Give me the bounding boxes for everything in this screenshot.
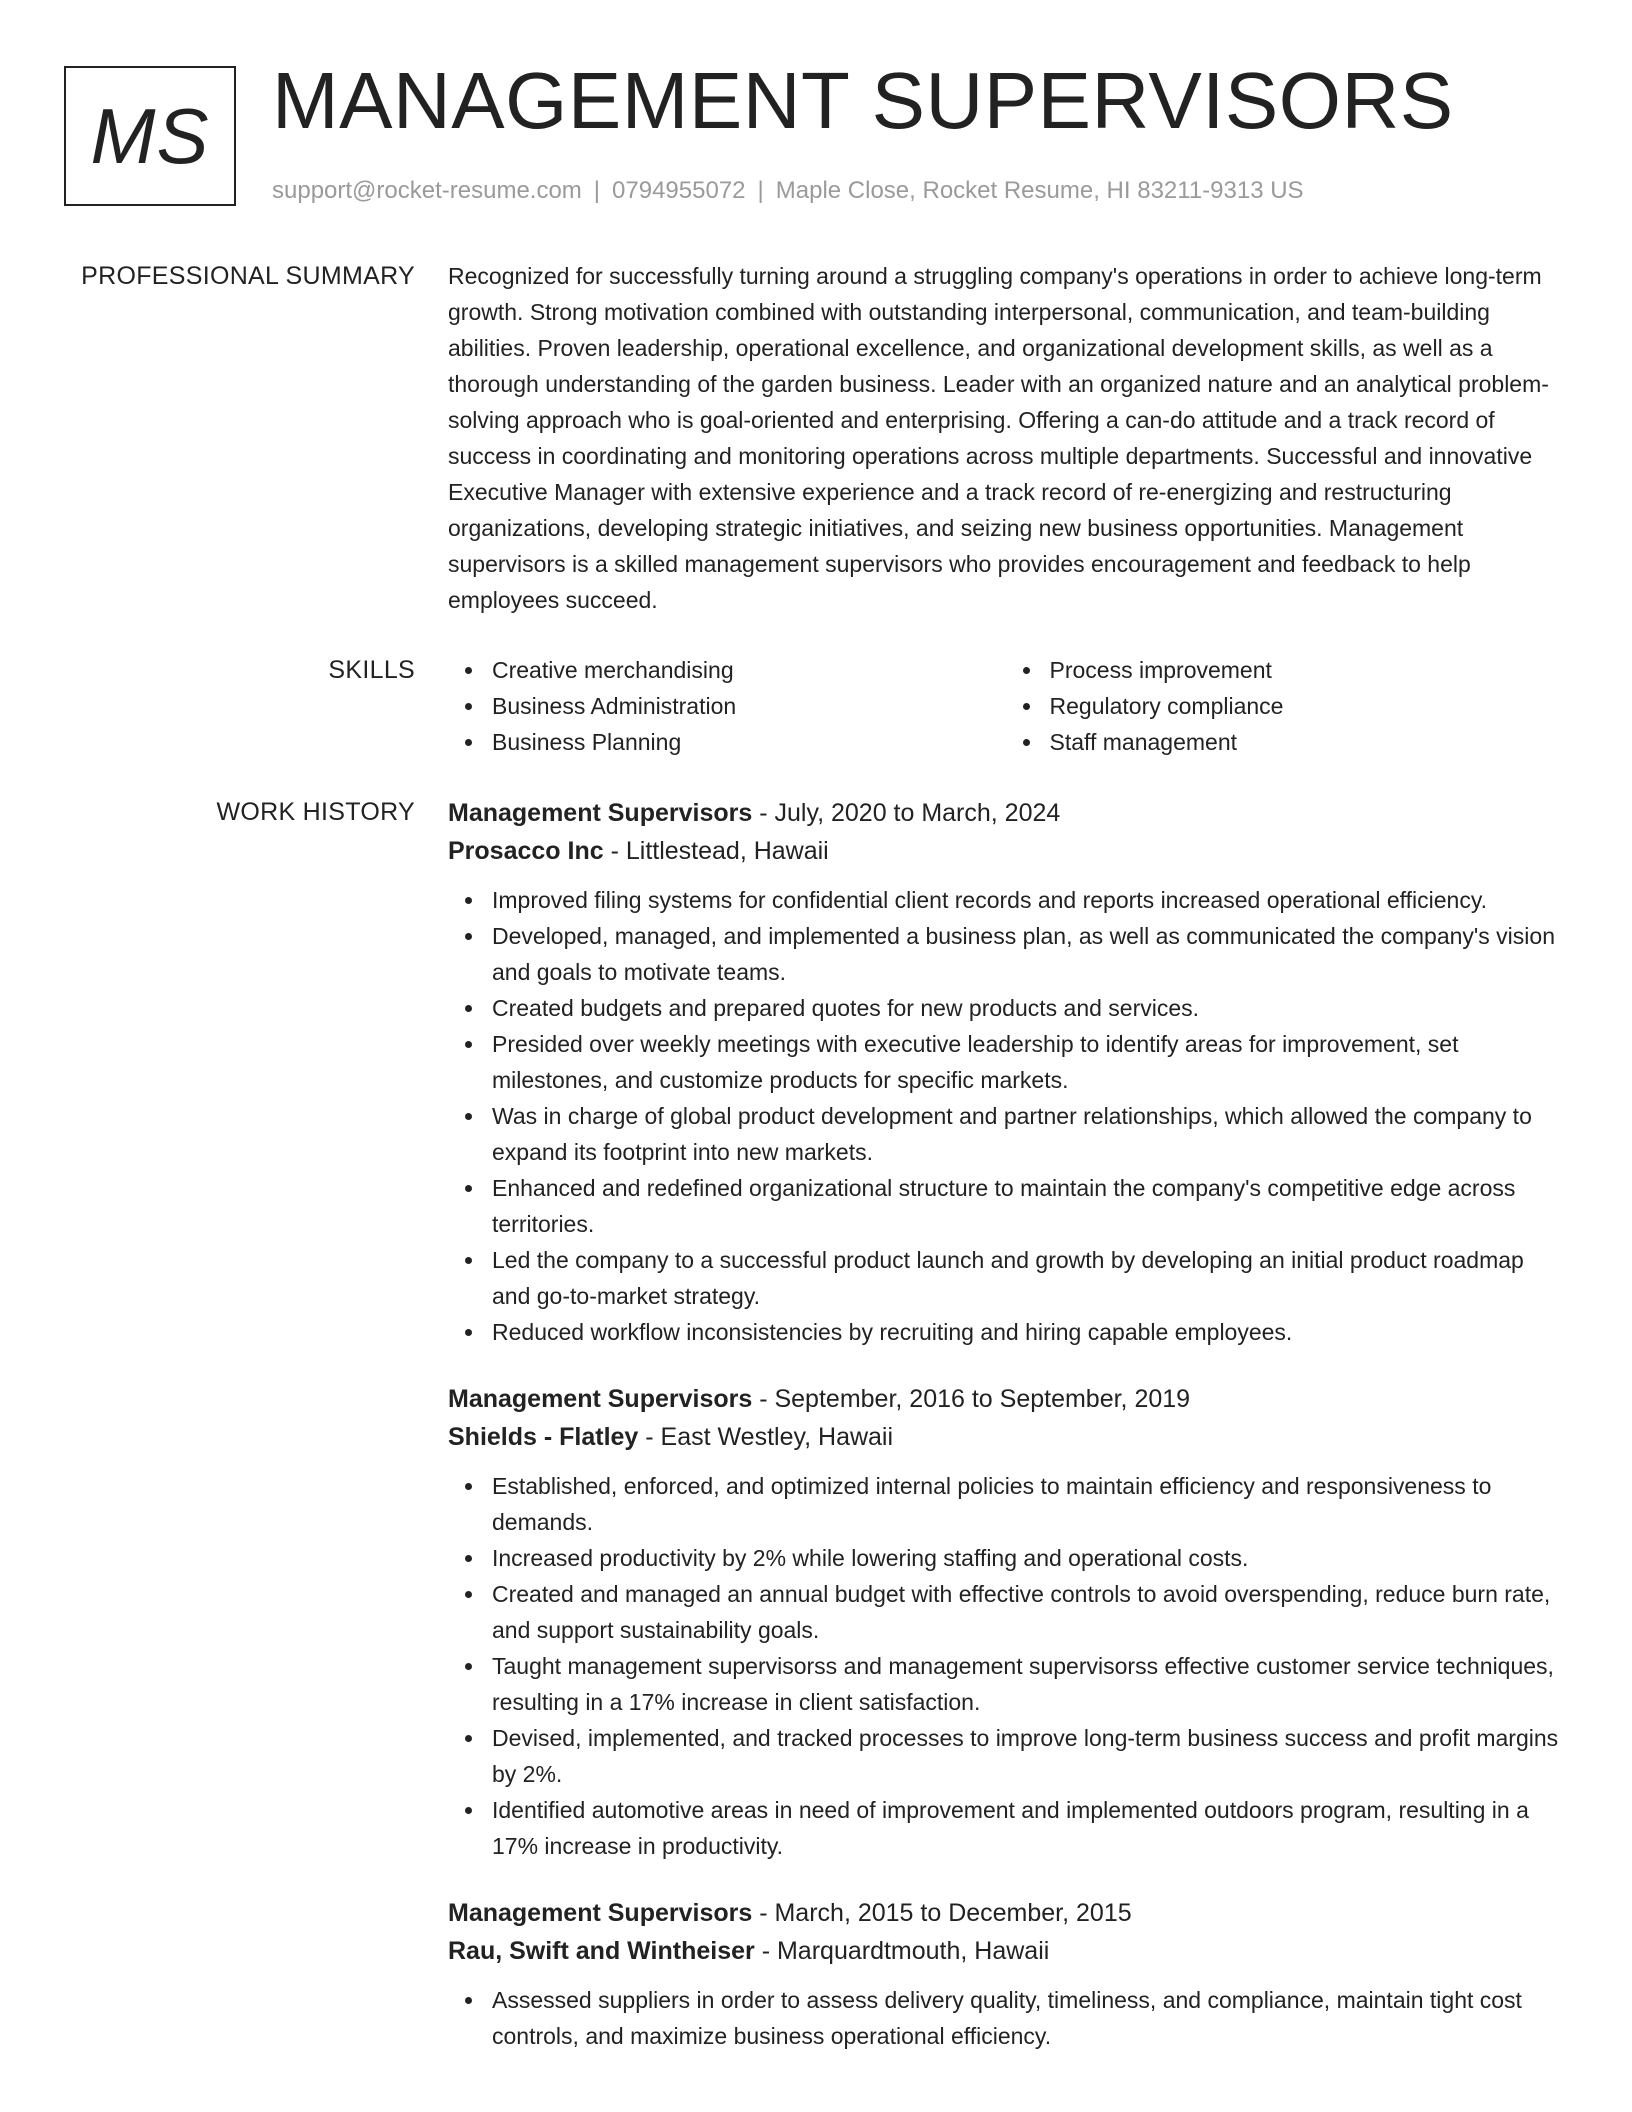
contact-phone: 0794955072 [612,177,746,204]
summary-text: Recognized for successfully turning around a struggling company's operations in order to achieve long-term growth. Strong motivation combined with outstanding interpersonal, communication, and team-building abilities. Proven leadership, operational excellence, and organizational development skills, as well as a thorough understanding of the garden business. Leader with an organized nature and an analytical problem-solving approach who is goal-oriented and enterprising. Offering a can-do attitude and a track record of success in coordinating and monitoring operations across multiple departments. Successful and innovative Executive Manager with extensive experience and a track record of re-energizing and restructuring organizations, developing strategic initiatives, and seizing new business opportunities. Management supervisors is a skilled management supervisors who provides encouragement and feedback to help employees succeed. [448,263,1549,613]
job-bullets [448,1468,1563,1864]
job-bullet: Increased productivity by 2% while lowering staffing and operational costs. [492,1540,1563,1576]
job-location: - Marquardtmouth, Hawaii [754,1937,1050,1965]
work-history-body [448,794,1563,2054]
job-bullet: Led the company to a successful product launch and growth by developing an initial product roadmap and go-to-market strategy. [492,1242,1563,1314]
monogram-box [64,66,236,206]
job-bullet: Established, enforced, and optimized internal policies to maintain efficiency and responsiveness to demands. [492,1468,1563,1540]
job-location: - East Westley, Hawaii [638,1423,894,1451]
job-entry [448,794,1563,1350]
job-company-line [448,1418,1563,1456]
skills-label: SKILLS [328,656,415,684]
job-bullet: Improved filing systems for confidential client records and reports increased operational efficiency. [492,882,1563,918]
job-company: Prosacco Inc [448,837,604,865]
job-bullet: Assessed suppliers in order to assess delivery quality, timeliness, and compliance, maintain tight cost controls, and maximize business operational efficiency. [492,1982,1563,2054]
job-company: Shields - Flatley [448,1423,639,1451]
job-bullet: Was in charge of global product development and partner relationships, which allowed the company to expand its footprint into new markets. [492,1098,1563,1170]
candidate-name: MANAGEMENT SUPERVISORS [272,56,1454,145]
job-bullet: Created and managed an annual budget with effective controls to avoid overspending, reduce burn rate, and support sustainability goals. [492,1576,1563,1648]
contact-line [272,174,1304,208]
job-bullet: Taught management supervisorss and management supervisorss effective customer service techniques, resulting in a 17% increase in client satisfaction. [492,1648,1563,1720]
work-history-label: WORK HISTORY [216,798,415,826]
job-company-line [448,832,1563,870]
contact-email: support@rocket-resume.com [272,177,582,204]
job-title: Management Supervisors [448,1899,753,1927]
job-entry [448,1894,1563,2054]
contact-separator: | [757,177,764,204]
job-bullets [448,882,1563,1350]
skills-body [448,652,1563,760]
skill-item: Regulatory compliance [1050,688,1564,724]
monogram-initials: MS [90,91,210,180]
job-title: Management Supervisors [448,1385,753,1413]
summary-label: PROFESSIONAL SUMMARY [81,262,415,290]
job-title-line [448,1380,1563,1418]
contact-address: Maple Close, Rocket Resume, HI 83211-9313 US [775,177,1304,204]
skill-item: Business Administration [492,688,1006,724]
job-bullet: Presided over weekly meetings with executive leadership to identify areas for improvement, set milestones, and customize products for specific markets. [492,1026,1563,1098]
job-company-line [448,1932,1563,1970]
job-bullet: Enhanced and redefined organizational structure to maintain the company's competitive edge across territories. [492,1170,1563,1242]
summary-body [448,258,1563,618]
contact-separator: | [593,177,601,204]
skill-item: Staff management [1050,724,1564,760]
job-entry [448,1380,1563,1864]
job-dates: - July, 2020 to March, 2024 [752,799,1061,827]
job-title: Management Supervisors [448,799,753,827]
skills-column-right [1006,652,1564,760]
job-bullet: Created budgets and prepared quotes for new products and services. [492,990,1563,1026]
job-bullets [448,1982,1563,2054]
job-dates: - September, 2016 to September, 2019 [752,1385,1191,1413]
job-title-line [448,1894,1563,1932]
skill-item: Business Planning [492,724,1006,760]
job-bullet: Identified automotive areas in need of improvement and implemented outdoors program, resulting in a 17% increase in productivity. [492,1792,1563,1864]
job-location: - Littlestead, Hawaii [603,837,829,865]
job-bullet: Devised, implemented, and tracked processes to improve long-term business success and profit margins by 2%. [492,1720,1563,1792]
job-company: Rau, Swift and Wintheiser [448,1937,755,1965]
skill-item: Process improvement [1050,652,1564,688]
job-bullet: Developed, managed, and implemented a business plan, as well as communicated the company's vision and goals to motivate teams. [492,918,1563,990]
job-title-line [448,794,1563,832]
skills-column-left [448,652,1006,760]
job-dates: - March, 2015 to December, 2015 [752,1899,1132,1927]
skill-item: Creative merchandising [492,652,1006,688]
job-bullet: Reduced workflow inconsistencies by recruiting and hiring capable employees. [492,1314,1563,1350]
